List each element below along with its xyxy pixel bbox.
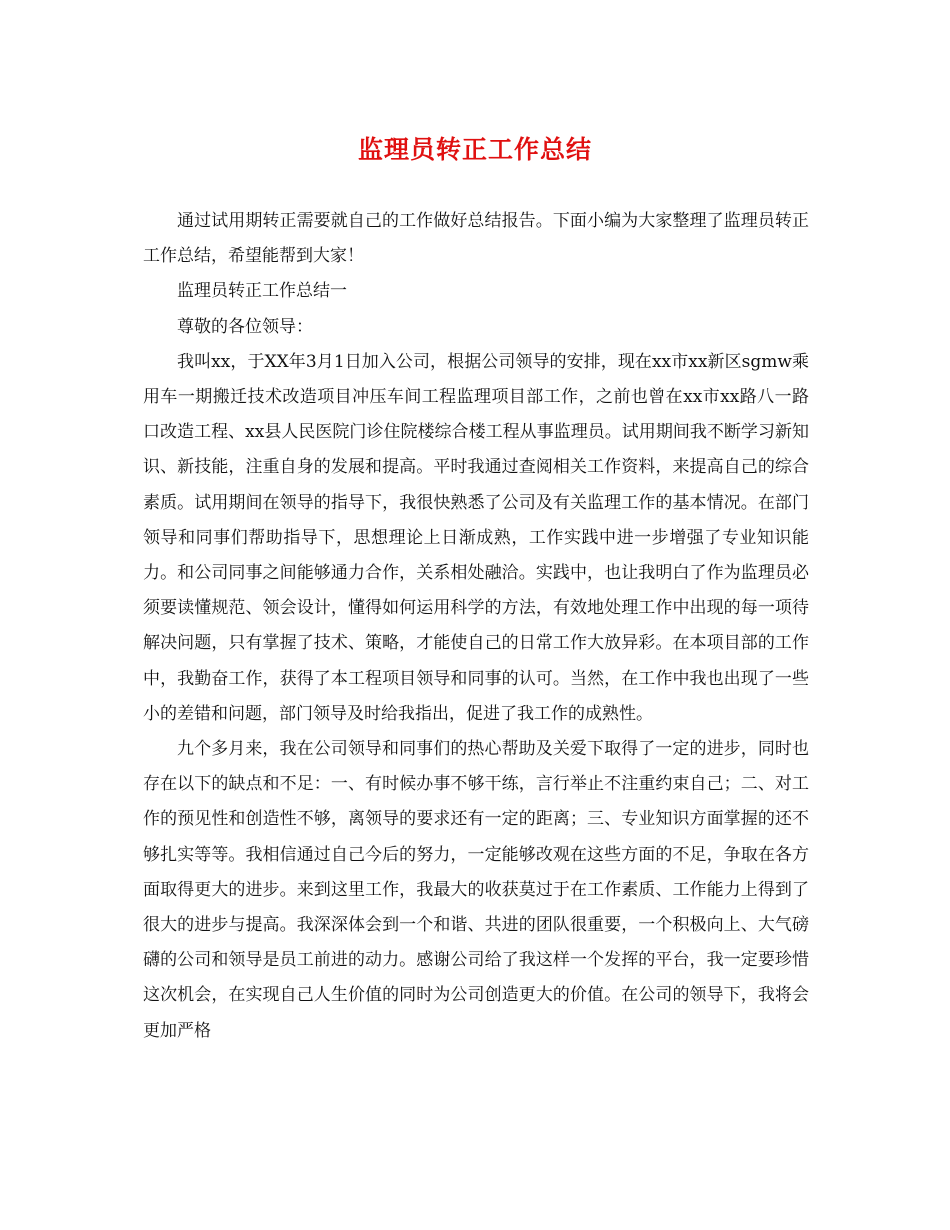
intro-paragraph: 通过试用期转正需要就自己的工作做好总结报告。下面小编为大家整理了监理员转正工作总结，希望能帮到大家！: [143, 211, 809, 267]
document-body: [143, 204, 809, 1049]
section-heading: 监理员转正工作总结一: [177, 281, 347, 302]
salutation: 尊敬的各位领导：: [177, 316, 313, 337]
body-paragraph-2: 九个多月来，我在公司领导和同事们的热心帮助及关爱下取得了一定的进步，同时也存在以下的缺点和不足：一、有时候办事不够干练，言行举止不注重约束自己；二、对工作的预见性和创造性不够，离领导的要求还有一定的距离；三、专业知识方面掌握的还不够扎实等等。我相信通过自己今后的努力，一定能够改观在这些方面的不足，争取在各方面取得更大的进步。来到这里工作，我最大的收获莫过于在工作素质、工作能力上得到了很大的进步与提高。我深深体会到一个和谐、共进的团队很重要，一个积极向上、大气磅礴的公司和领导是员工前进的动力。感谢公司给了我这样一个发挥的平台，我一定要珍惜这次机会，在实现自己人生价值的同时为公司创造更大的价值。在公司的领导下，我将会更加严格: [143, 739, 809, 1041]
body-paragraph-1: 我叫xx，于XX年3月1日加入公司，根据公司领导的安排，现在xx市xx新区sgmw乘用车一期搬迁技术改造项目冲压车间工程监理项目部工作，之前也曾在xx市xx路八一路口改造工程、xx县人民医院门诊住院楼综合楼工程从事监理员。试用期间我不断学习新知识、新技能，注重自身的发展和提高。平时我通过查阅相关工作资料，来提高自己的综合素质。试用期间在领导的指导下，我很快熟悉了公司及有关监理工作的基本情况。在部门领导和同事们帮助指导下，思想理论上日渐成熟，工作实践中进一步增强了专业知识能力。和公司同事之间能够通力合作，关系相处融洽。实践中，也让我明白了作为监理员必须要读懂规范、领会设计，懂得如何运用科学的方法，有效地处理工作中出现的每一项待解决问题，只有掌握了技术、策略，才能使自己的日常工作大放异彩。在本项目部的工作中，我勤奋工作，获得了本工程项目领导和同事的认可。当然，在工作中我也出现了一些小的差错和问题，部门领导及时给我指出，促进了我工作的成熟性。: [143, 351, 809, 724]
document-title: 监理员转正工作总结: [357, 135, 592, 164]
